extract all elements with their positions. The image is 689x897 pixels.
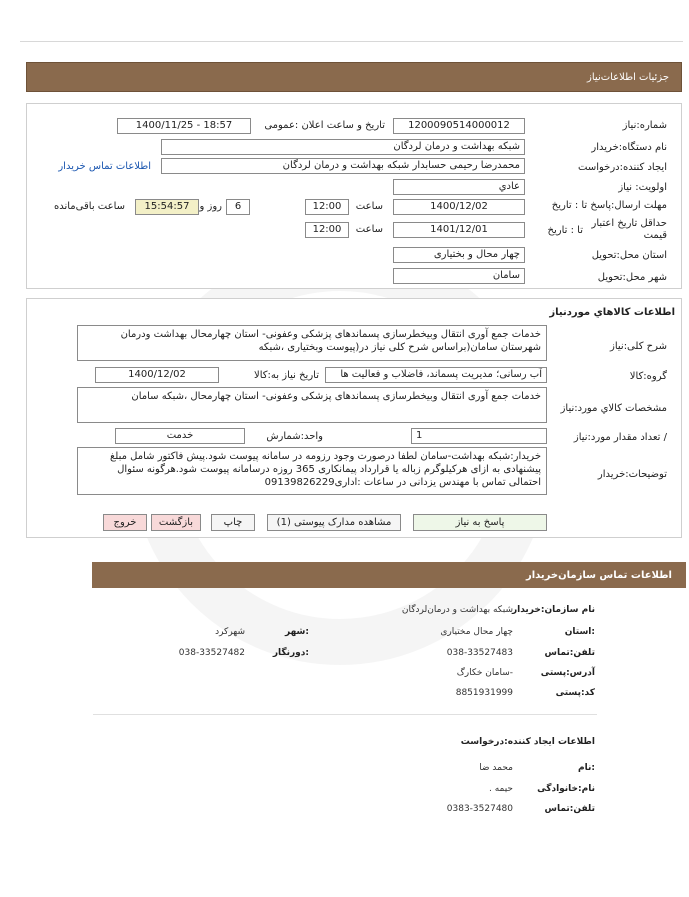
need-number-label: شماره:نیاز: [622, 120, 667, 131]
group-field: آب رسانی؛ مدیریت پسماند، فاضلاب و فعالیت ها: [325, 367, 547, 383]
creator-family-label: نام:خانوادگی: [537, 784, 595, 794]
creator-family: حیمه .: [488, 784, 513, 794]
announce-field: 1400/11/25 - 18:57: [117, 118, 251, 134]
remaining-time-field: 15:54:57: [135, 199, 199, 215]
qty-field: 1: [411, 428, 547, 444]
creator-section-title: اطلاعات ایجاد کننده:درخواست: [460, 737, 595, 747]
creator-label: ایجاد کننده:درخواست: [578, 162, 667, 173]
priority-label: اولویت: نیاز: [618, 182, 667, 193]
city-field: سامان: [393, 268, 525, 284]
buyer-org-label: نام دستگاه:خریدار: [591, 142, 667, 153]
validity-label: حداقل تاریخ اعتبار قیمت: [591, 218, 667, 241]
need-date-field: 1400/12/02: [95, 367, 219, 383]
creator-field: محمدرضا رحیمی حسابدار شبکه بهداشت و درمان لردگان: [161, 158, 525, 174]
summary-field: خدمات جمع آوری انتقال وبیخطرسازی پسماندهای پزشکی وعفونی- استان چهارمحال بهداشت ودرمان شهرستان سامان(براساس شرح کلی نیاز در(پیوست وبختیاری ،شبکه: [77, 325, 547, 361]
exit-button[interactable]: خروج: [103, 514, 147, 531]
specs-label: مشخصات کالاي مورد:نیاز: [560, 403, 667, 414]
print-button[interactable]: چاپ: [211, 514, 255, 531]
contact-address-label: آدرس:پستی: [540, 668, 595, 678]
notes-field: خریدار:شبکه بهداشت-سامان لطفا درصورت وجود رزومه در سامانه پیوست شود.پیش فاکتور شامل مبلغ پیشنهادی به ازای هرکیلوگرم زباله یا قرارداد پیمانکاری 365 روزه درسامانه پیوست شود.هرگونه سئوال احتمالی تماس با مهندس یزدانی در ساعات :اداری09139826229: [77, 447, 547, 495]
province-label: استان محل:تحویل: [591, 250, 667, 261]
contact-city-label: :شهر: [285, 627, 309, 637]
contact-org-label: نام سازمان:خریدار: [511, 605, 595, 615]
reply-button[interactable]: پاسخ به نیاز: [413, 514, 547, 531]
contact-divider: [93, 714, 597, 715]
back-button[interactable]: بازگشت: [151, 514, 201, 531]
breadcrumb[interactable]: جزئیات اطلاعات‌نیاز: [587, 72, 669, 83]
priority-field: عادي: [393, 179, 525, 195]
province-field: چهار محال و بختیاری: [393, 247, 525, 263]
creator-phone-label: تلفن:تماس: [544, 804, 595, 814]
goods-section-title: اطلاعات کالاهاي موردنیاز: [549, 307, 675, 318]
validity-time-label: ساعت: [355, 224, 383, 235]
contact-city: شهرکرد: [215, 627, 245, 637]
top-divider: [20, 41, 683, 42]
creator-name: محمد ضا: [479, 763, 513, 773]
announce-label: تاریخ و ساعت اعلان :عمومی: [264, 120, 385, 131]
days-field: 6: [226, 199, 250, 215]
contact-postal: 8851931999: [455, 688, 513, 698]
unit-label: واحد:شمارش: [266, 431, 323, 442]
need-number-field: 1200090514000012: [393, 118, 525, 134]
contact-phone: 038-33527483: [446, 648, 513, 658]
deadline-time-label: ساعت: [355, 201, 383, 212]
contact-fax: 038-33527482: [178, 648, 245, 658]
contact-header: [92, 562, 686, 588]
deadline-label: مهلت ارسال:پاسخ تا : تاریخ: [551, 200, 667, 211]
summary-label: شرح کلی:نیاز: [610, 341, 667, 352]
contact-fax-label: :دورنگار: [272, 648, 309, 658]
buyer-org-field: شبکه بهداشت و درمان لردگان: [161, 139, 525, 155]
notes-label: توضیحات:خریدار: [597, 469, 667, 480]
deadline-date-field: 1400/12/02: [393, 199, 525, 215]
contact-postal-label: کد:پستی: [555, 688, 595, 698]
contact-org: شبکه بهداشت و درمان‌لردگان: [401, 605, 513, 615]
validity-to-label: تا : تاریخ: [547, 225, 583, 236]
creator-phone: 0383-3527480: [446, 804, 513, 814]
unit-field: خدمت: [115, 428, 245, 444]
need-date-label: تاریخ نیاز به:کالا: [254, 370, 319, 381]
validity-time-field: 12:00: [305, 222, 349, 238]
qty-label: / تعداد مقدار مورد:نیاز: [573, 432, 667, 443]
contact-address: -سامان خکارگ: [456, 668, 513, 678]
remaining-label: ساعت باقی‌مانده: [53, 201, 125, 212]
contact-province: چهار محال مختیاری: [440, 627, 513, 637]
creator-name-label: :نام: [578, 763, 595, 773]
contact-province-label: :استان: [564, 627, 595, 637]
goods-panel: [26, 298, 682, 538]
contact-title: اطلاعات تماس سازمان‌خریدار: [525, 570, 672, 581]
group-label: گروه:کالا: [629, 371, 667, 382]
need-details-panel: [26, 103, 682, 289]
attachments-button[interactable]: مشاهده مدارک پیوستی (1): [267, 514, 401, 531]
buyer-contact-link[interactable]: اطلاعات تماس خریدار: [58, 161, 151, 172]
deadline-time-field: 12:00: [305, 199, 349, 215]
validity-date-field: 1401/12/01: [393, 222, 525, 238]
page-header: [26, 62, 682, 92]
days-label: روز و: [199, 201, 222, 212]
contact-phone-label: تلفن:تماس: [544, 648, 595, 658]
city-label: شهر محل:تحویل: [597, 272, 667, 283]
specs-field: خدمات جمع آوری انتقال وبیخطرسازی پسماندهای پزشکی وعفونی- استان چهارمحال ،شبکه سامان: [77, 387, 547, 423]
